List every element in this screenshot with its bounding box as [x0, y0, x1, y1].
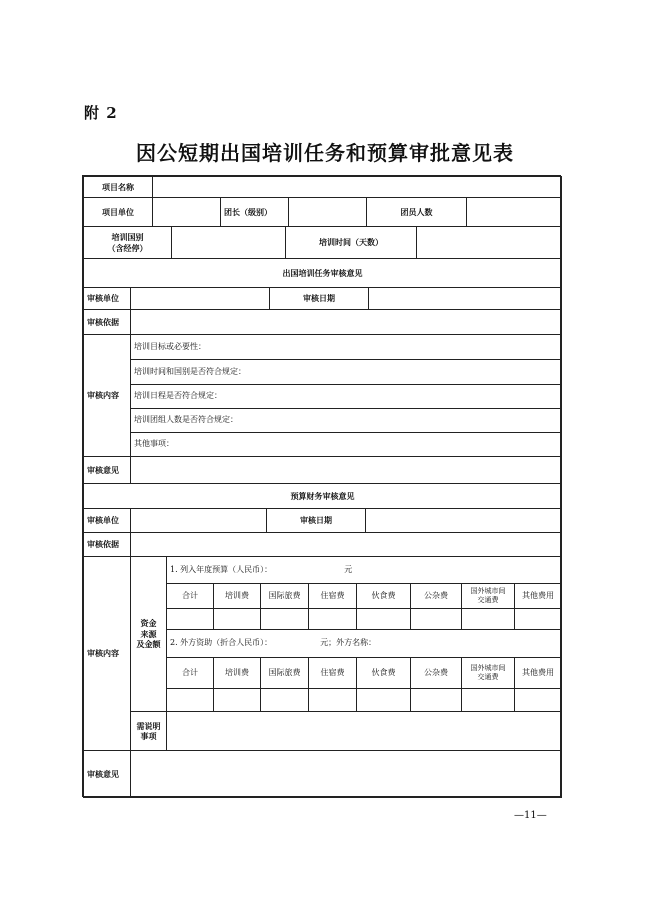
budget-review-heading: 预算财务审核意见 — [83, 483, 562, 509]
label-task-content: 审核内容 — [83, 334, 131, 457]
task-review-heading: 出国培训任务审核意见 — [83, 258, 562, 288]
field-task-unit[interactable] — [130, 287, 270, 310]
foreign-value-cell[interactable] — [308, 688, 357, 712]
col-header: 培训费 — [213, 657, 261, 689]
col-header: 国外城市间 交通费 — [461, 657, 515, 689]
field-country[interactable] — [171, 226, 286, 259]
task-item: 培训目标或必要性： — [130, 334, 562, 360]
annual-value-cell[interactable] — [461, 608, 515, 630]
label-budget-opinion: 审核意见 — [83, 750, 131, 798]
task-item: 培训时间和国别是否符合规定： — [130, 359, 562, 385]
approval-form — [82, 175, 561, 797]
foreign-value-cell[interactable] — [461, 688, 515, 712]
col-header: 公杂费 — [410, 583, 462, 609]
annual-value-cell[interactable] — [308, 608, 357, 630]
label-task-basis: 审核依据 — [83, 309, 131, 335]
label-leader: 团长（级别） — [220, 197, 289, 227]
col-header: 伙食费 — [356, 657, 411, 689]
col-header: 国外城市间 交通费 — [461, 583, 515, 609]
annual-value-cell[interactable] — [166, 608, 214, 630]
label-budget-basis: 审核依据 — [83, 532, 131, 557]
col-header: 住宿费 — [308, 583, 357, 609]
annual-budget-unit: 元 — [344, 564, 353, 574]
field-member-count[interactable] — [466, 197, 562, 227]
field-budget-unit[interactable] — [130, 508, 267, 533]
annex-label: 附 2 — [84, 104, 118, 122]
label-budget-unit: 审核单位 — [83, 508, 131, 533]
field-project-name[interactable] — [152, 176, 562, 198]
annual-value-cell[interactable] — [410, 608, 462, 630]
foreign-funding-tail: 元；外方名称： — [320, 638, 377, 648]
field-budget-opinion[interactable] — [130, 750, 562, 798]
foreign-value-cell[interactable] — [260, 688, 309, 712]
field-task-date[interactable] — [368, 287, 562, 310]
form-title: 因公短期出国培训任务和预算审批意见表 — [136, 141, 514, 165]
annual-value-cell[interactable] — [213, 608, 261, 630]
foreign-value-cell[interactable] — [356, 688, 411, 712]
field-project-unit[interactable] — [152, 197, 221, 227]
task-item: 培训团组人数是否符合规定： — [130, 408, 562, 433]
col-header: 其他费用 — [514, 583, 562, 609]
col-header: 合计 — [166, 583, 214, 609]
label-funds: 资金 来源 及金额 — [130, 556, 167, 712]
col-header: 伙食费 — [356, 583, 411, 609]
col-header: 合计 — [166, 657, 214, 689]
col-header: 培训费 — [213, 583, 261, 609]
foreign-value-cell[interactable] — [166, 688, 214, 712]
label-task-date: 审核日期 — [269, 287, 369, 310]
task-item: 培训日程是否符合规定： — [130, 384, 562, 409]
field-notes[interactable] — [166, 711, 562, 751]
page-number: —11— — [514, 810, 547, 821]
field-budget-basis[interactable] — [130, 532, 562, 557]
label-country: 培训国别 （含经停） — [83, 226, 172, 259]
annual-budget-row — [166, 556, 562, 584]
label-project-name: 项目名称 — [83, 176, 153, 198]
label-project-unit: 项目单位 — [83, 197, 153, 227]
annual-budget-label: 1. 列入年度预算（人民币）： — [170, 564, 273, 574]
label-notes: 需说明 事项 — [130, 711, 167, 751]
annual-value-cell[interactable] — [514, 608, 562, 630]
foreign-value-cell[interactable] — [514, 688, 562, 712]
label-task-unit: 审核单位 — [83, 287, 131, 310]
col-header: 公杂费 — [410, 657, 462, 689]
label-budget-content: 审核内容 — [83, 556, 131, 751]
label-duration: 培训时间（天数） — [285, 226, 417, 259]
foreign-funding-row — [166, 629, 562, 658]
task-item: 其他事项： — [130, 432, 562, 457]
field-task-basis[interactable] — [130, 309, 562, 335]
field-budget-date[interactable] — [365, 508, 562, 533]
field-leader[interactable] — [288, 197, 367, 227]
label-member-count: 团员人数 — [366, 197, 467, 227]
foreign-funding-label: 2. 外方资助（折合人民币）： — [170, 638, 273, 648]
col-header: 其他费用 — [514, 657, 562, 689]
col-header: 国际旅费 — [260, 657, 309, 689]
field-duration[interactable] — [416, 226, 562, 259]
annual-value-cell[interactable] — [356, 608, 411, 630]
col-header: 国际旅费 — [260, 583, 309, 609]
label-budget-date: 审核日期 — [266, 508, 366, 533]
field-task-opinion[interactable] — [130, 456, 562, 484]
col-header: 住宿费 — [308, 657, 357, 689]
foreign-value-cell[interactable] — [213, 688, 261, 712]
annual-value-cell[interactable] — [260, 608, 309, 630]
foreign-value-cell[interactable] — [410, 688, 462, 712]
label-task-opinion: 审核意见 — [83, 456, 131, 484]
